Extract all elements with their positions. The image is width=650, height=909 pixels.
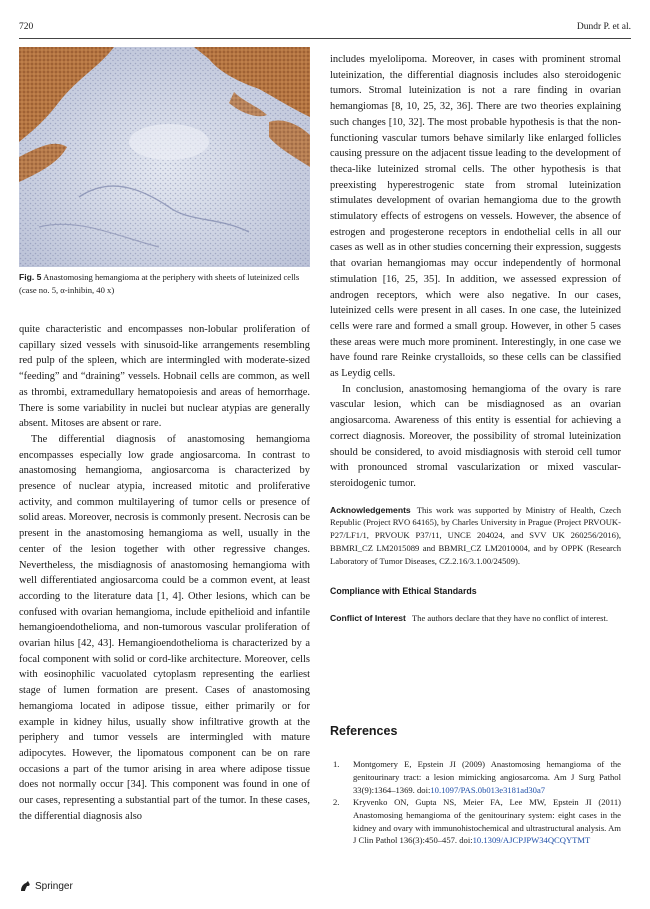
conflict-heading: Conflict of Interest xyxy=(330,613,406,624)
reference-doi-link[interactable]: 10.1097/PAS.0b013e3181ad30a7 xyxy=(430,784,546,795)
reference-text: Montgomery E, Epstein JI (2009) Anastomosing hemangioma of the genitourinary tract: a lesion mimicking angiosarcoma. Am J Surg Pathol 33(9):1364–1369. doi: xyxy=(353,759,621,795)
left-column xyxy=(19,322,310,825)
acknowledgements-section xyxy=(330,504,621,568)
references-heading: References xyxy=(330,724,398,738)
left-paragraph-2: The differential diagnosis of anastomosing hemangioma encompasses especially low grade angiosarcoma. In contrast to anastomosing hemangioma, angiosarcoma is characterized by presence of nuclear atypia, increased mitotic and proliferative activity, and common multilayering of tumor cells or presence of solid areas. Moreover, necrosis is commonly present. Necrosis can be present in the anastomosing hemangioma as well, usually in the center of the lesion together with other regressive changes. Nevertheless, the misdiagnosis of anastomosing hemangioma with well differentiated angiosarcoma could be a common event, at least according to the literature data [1, 4]. Other lesions, which can be confused with ovarian hemangioma, include epithelioid and infantile hemangioendothelioma, and non-tumorous vascular proliferation of ovarian hilus [42, 43]. Hemangioendothelioma is characterized by a focal component with solid or cord-like architecture. Moreover, cells with eosinophilic vacuolated cytoplasm representing the earliest stage of lumen formation are present. Cases of anastomosing hemangioma located in adipose tissue, either primarily or for example in kidney hilus, usually show infiltrative growth at the periphery and tumor vessels are intermingled with mature adipocytes. However, the lipomatous component can be on rare occasions a part of the tumor arising in area where adipose tissue does not normally occur [34]. This component was found in one of our cases, representing a substantial part of the tumor. In these cases, the differential diagnosis also xyxy=(19,433,310,822)
reference-number: 2. xyxy=(333,797,340,807)
micrograph-image xyxy=(19,47,310,267)
compliance-heading: Compliance with Ethical Standards xyxy=(330,585,477,596)
conflict-text: The authors declare that they have no conflict of interest. xyxy=(411,613,609,624)
reference-doi-link[interactable]: 10.1309/AJCPJPW34QCQYTMT xyxy=(472,835,591,846)
acknowledgements-text: This work was supported by Ministry of Health, Czech Republic (Project RVO 64165), by Charles University in Prague (Project PRVOUK-P27/LF1/1, PRVOUK P37/11, UNCE 204024, and SVV UK 260256/2016), BBMRI_CZ LM2015089 and BBMRI_CZ LM2010004, and by OPPK (Research Laboratory of Tumor Diseases, CZ.2.16/3.1.00/24509). xyxy=(330,504,621,566)
reference-item xyxy=(333,796,621,847)
right-paragraph-2: In conclusion, anastomosing hemangioma of the ovary is rare vascular lesion, which can be misdiagnosed as an ovarian angiosarcoma. Awareness of this entity is essential for achieving a correct diagnosis. Moreover, the possibility of stromal luteinization should be considered, to avoid misdiagnosis with steroid cell tumor with pronounced stromal vascularization or mixed vascular-steroidogenic tumor. xyxy=(330,383,621,489)
publisher-name: Springer xyxy=(35,880,73,892)
header-rule xyxy=(19,38,631,39)
reference-text: Kryvenko ON, Gupta NS, Meier FA, Lee MW, Epstein JI (2011) Anastomosing hemangioma of the genitourinary system: eight cases in the kidney and ovary with immunohistochemical and ultrastructural analysis. Am J Clin Pathol 136(3):450–457. doi: xyxy=(353,797,621,846)
reference-item xyxy=(333,758,621,796)
conflict-section xyxy=(330,612,621,625)
figure-caption-text: Anastomosing hemangioma at the periphery with sheets of luteinized cells (case no. 5, α-inhibin, 40 x) xyxy=(19,272,300,295)
reference-number: 1. xyxy=(333,759,340,769)
figure-caption xyxy=(19,271,310,296)
figure-label: Fig. 5 xyxy=(19,272,42,282)
histology-figure xyxy=(19,47,310,267)
springer-horse-icon xyxy=(19,880,31,892)
publisher-footer xyxy=(19,880,73,892)
running-header xyxy=(19,22,631,36)
right-paragraph-1: includes myelolipoma. Moreover, in cases with prominent stromal luteinization, the differential diagnosis includes also steroidogenic tumors. Stromal luteinization is not a rare finding in ovarian hemangiomas [8, 10, 25, 32, 36]. There are two theories explaining such changes [10, 32]. The most probable hypothesis is that the non-functioning vascular tumors behave similarly like enlarged follicles causing pressure on the adjacent tissue leading to the development of theca-like luteinized stromal cells. The other hypothesis is that preexisting hyperestrogenic state from stromal luteinization stimulates development of ovarian hemangioma due to the growth stimulatory effects of estrogens on vessels. However, the absence of estrogen and progesterone receptors in endothelial cells in all our cases as well as in other studies concerning their expression, suggests that ovarian hemangiomas may occur independently of hormonal stimulation [16, 25, 35]. In addition, we assessed expression of androgen receptors, which were also negative. In our cases, luteinized cells were present in all cases. In one case, the luteinized cells were rare and formed a small group. However, in other 5 cases these areas were much more prominent. Interestingly, in one case we have found rare Reinke crystalloids, so these cells can be classified as Leydig cells. xyxy=(330,54,621,380)
right-column xyxy=(330,52,621,625)
left-paragraph-1: quite characteristic and encompasses non-lobular proliferation of capillary sized vessels with sinusoid-like arrangements resembling red pulp of the spleen, which are intermingled with moderate-sized “feeding” and “draining” vessels. Hobnail cells are common, as well as thrombi, extramedullary hematopoiesis and areas of hemorrhage. There is some variability in nuclei but nuclear atypias are generally absent. Mitoses are absent or rare. xyxy=(19,324,310,430)
page-number: 720 xyxy=(19,22,34,32)
acknowledgements-heading: Acknowledgements xyxy=(330,504,411,515)
running-authors: Dundr P. et al. xyxy=(576,22,631,32)
